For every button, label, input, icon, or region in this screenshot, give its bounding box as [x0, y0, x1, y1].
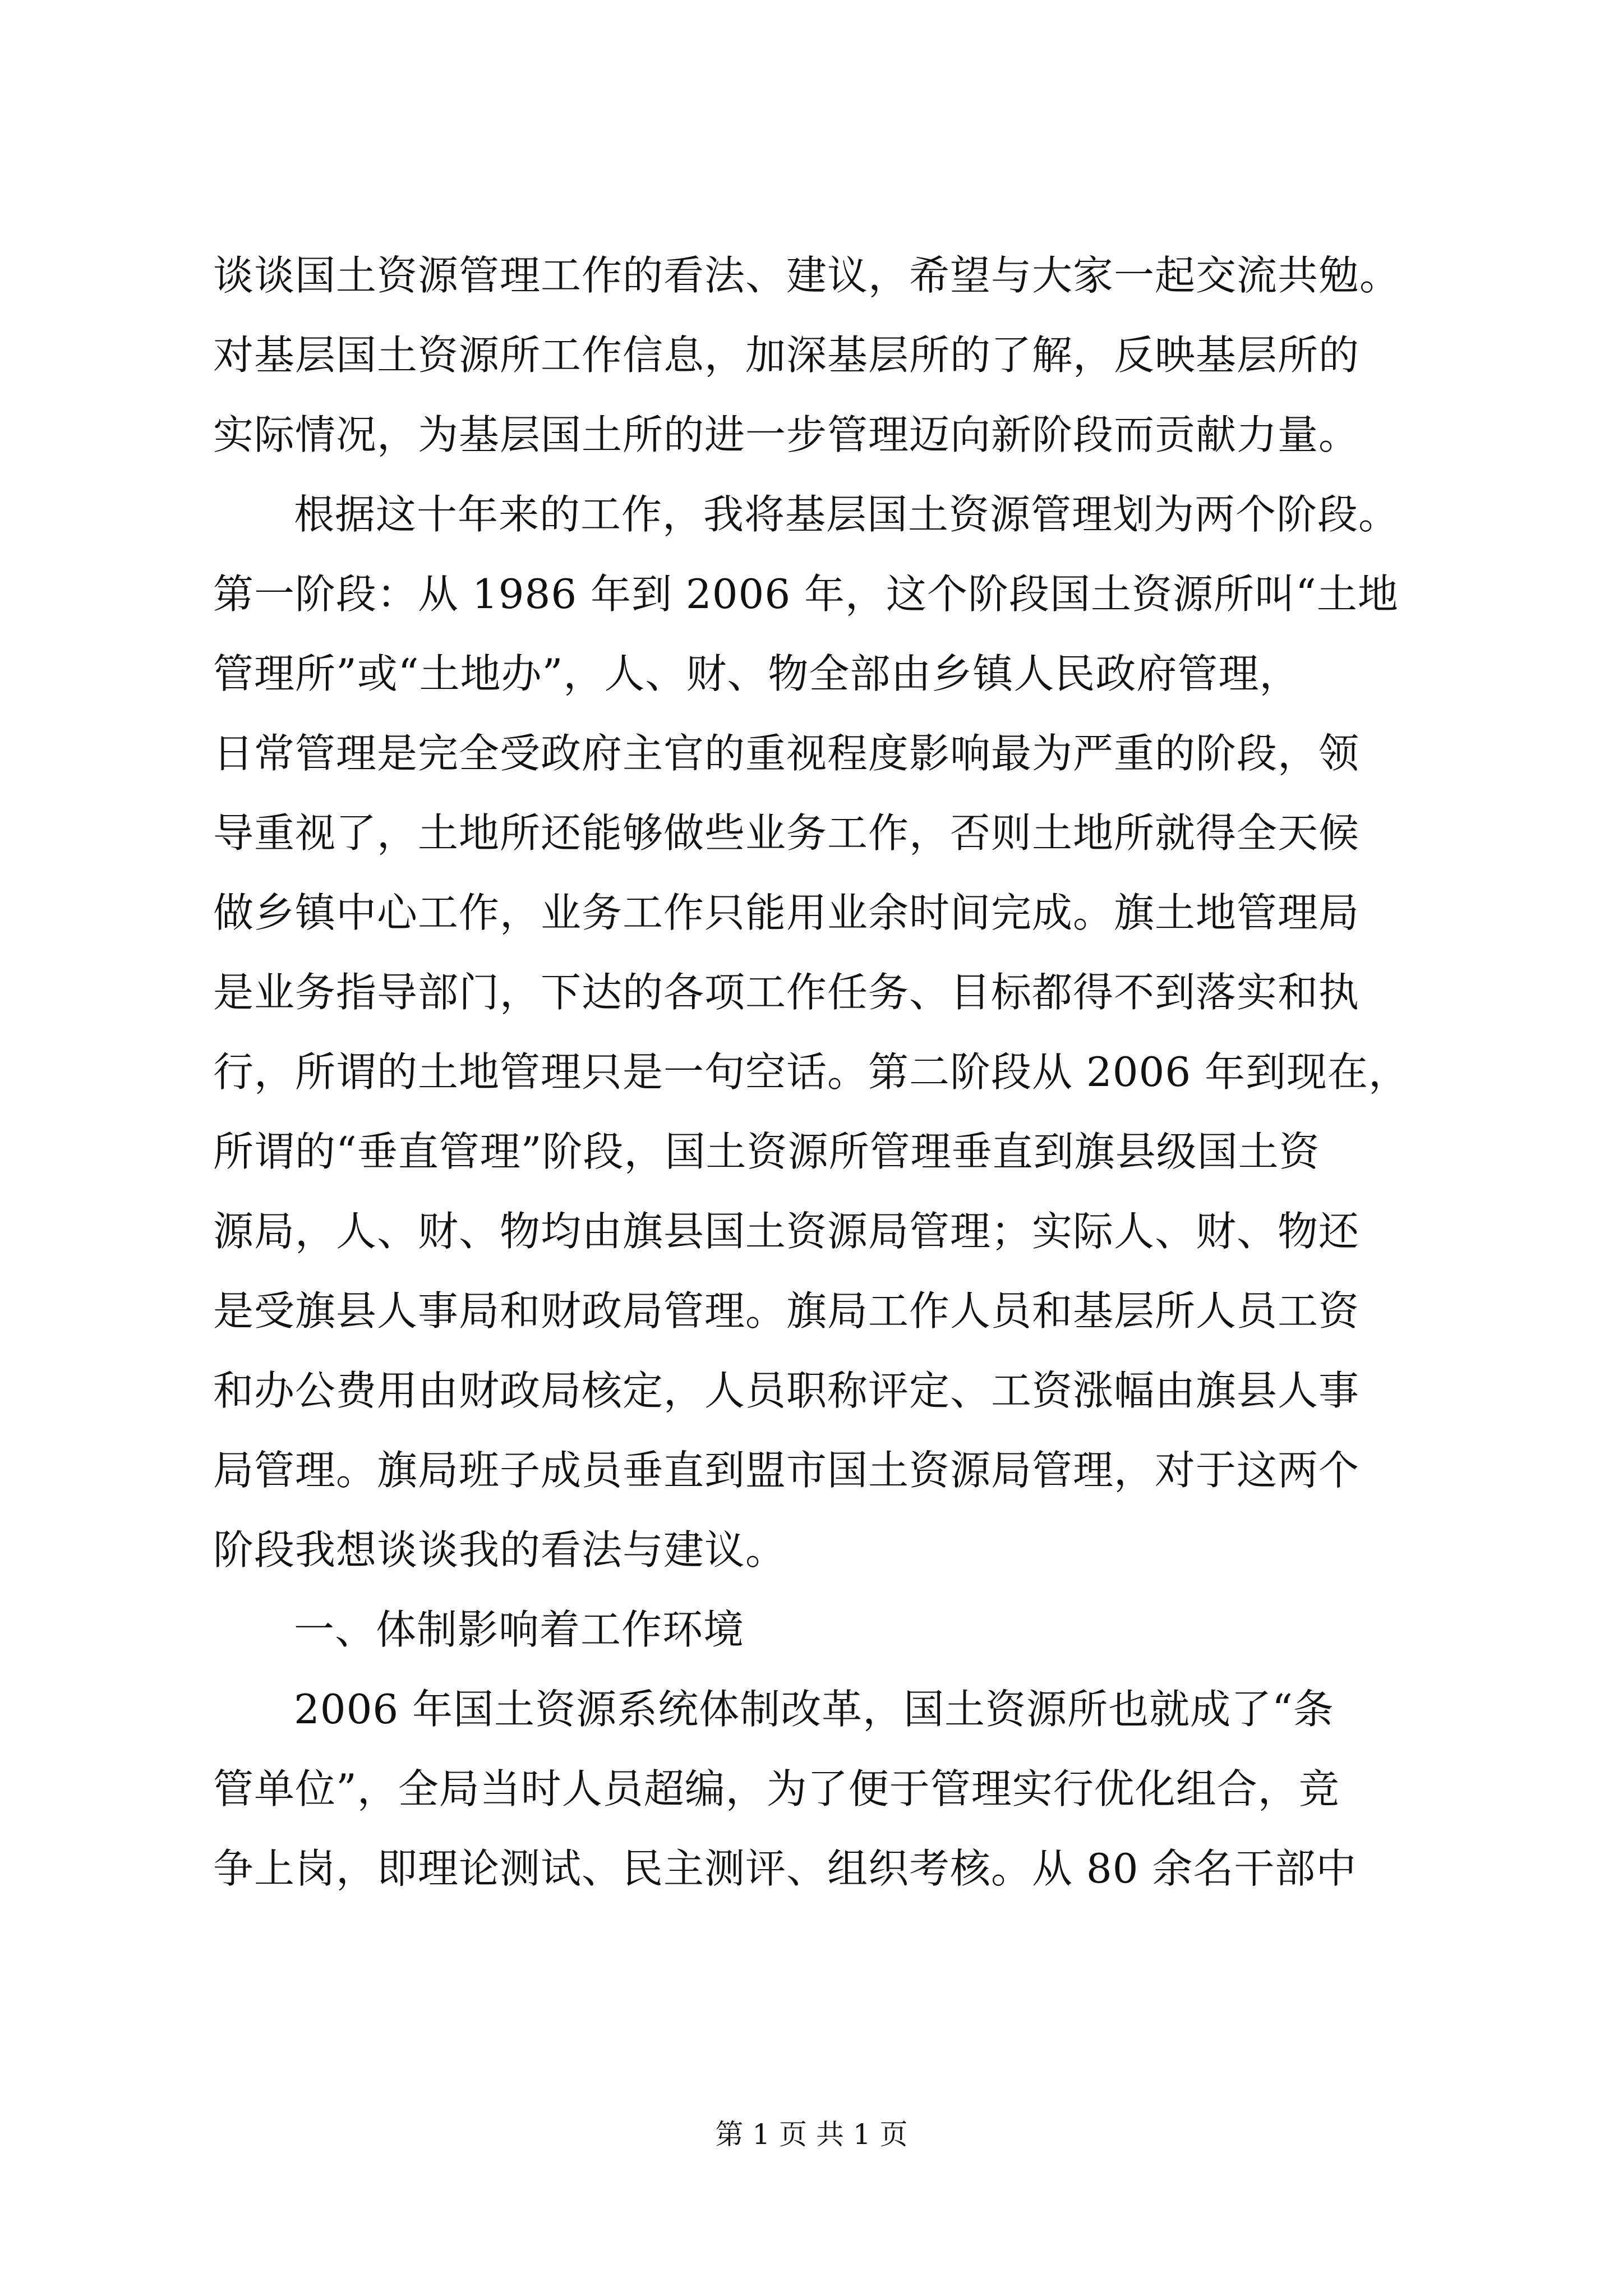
body-line: 日常管理是完全受政府主官的重视程度影响最为严重的阶段，领 [213, 730, 1360, 777]
body-line: 管单位”，全局当时人员超编，为了便于管理实行优化组合，竞 [213, 1765, 1340, 1812]
paragraph-start-line: 根据这十年来的工作，我将基层国土资源管理划为两个阶段。 [294, 491, 1400, 538]
body-line: 争上岗，即理论测试、民主测评、组织考核。从 80 余名干部中 [213, 1845, 1357, 1892]
body-line: 阶段我想谈谈我的看法与建议。 [213, 1526, 787, 1573]
paragraph-start-line: 2006 年国土资源系统体制改革，国土资源所也就成了“条 [294, 1686, 1334, 1733]
document-body [213, 236, 1424, 1908]
body-line: 第一阶段：从 1986 年到 2006 年，这个阶段国土资源所叫“土地 [213, 570, 1399, 618]
body-line: 管理所”或“土地办”，人、财、物全部由乡镇人民政府管理， [213, 650, 1301, 697]
section-heading: 一、体制影响着工作环境 [294, 1606, 745, 1653]
body-line: 所谓的“垂直管理”阶段，国土资源所管理垂直到旗县级国土资 [213, 1128, 1320, 1175]
body-line: 源局，人、财、物均由旗县国土资源局管理；实际人、财、物还 [213, 1208, 1360, 1255]
body-line: 谈谈国土资源管理工作的看法、建议，希望与大家一起交流共勉。 [213, 252, 1401, 299]
body-line: 导重视了，土地所还能够做些业务工作，否则土地所就得全天候 [213, 809, 1360, 857]
body-line: 局管理。旗局班子成员垂直到盟市国土资源局管理，对于这两个 [213, 1447, 1360, 1494]
body-line: 是业务指导部门，下达的各项工作任务、目标都得不到落实和执 [213, 969, 1360, 1016]
body-line: 和办公费用由财政局核定，人员职称评定、工资涨幅由旗县人事 [213, 1367, 1360, 1414]
body-line: 实际情况，为基层国土所的进一步管理迈向新阶段而贡献力量。 [213, 411, 1360, 458]
body-line: 对基层国土资源所工作信息，加深基层所的了解，反映基层所的 [213, 332, 1360, 379]
body-line: 做乡镇中心工作，业务工作只能用业余时间完成。旗土地管理局 [213, 889, 1360, 936]
body-line: 是受旗县人事局和财政局管理。旗局工作人员和基层所人员工资 [213, 1287, 1360, 1335]
page-footer: 第 1 页 共 1 页 [715, 2118, 908, 2151]
body-line: 行，所谓的土地管理只是一句空话。第二阶段从 2006 年到现在， [213, 1048, 1410, 1096]
